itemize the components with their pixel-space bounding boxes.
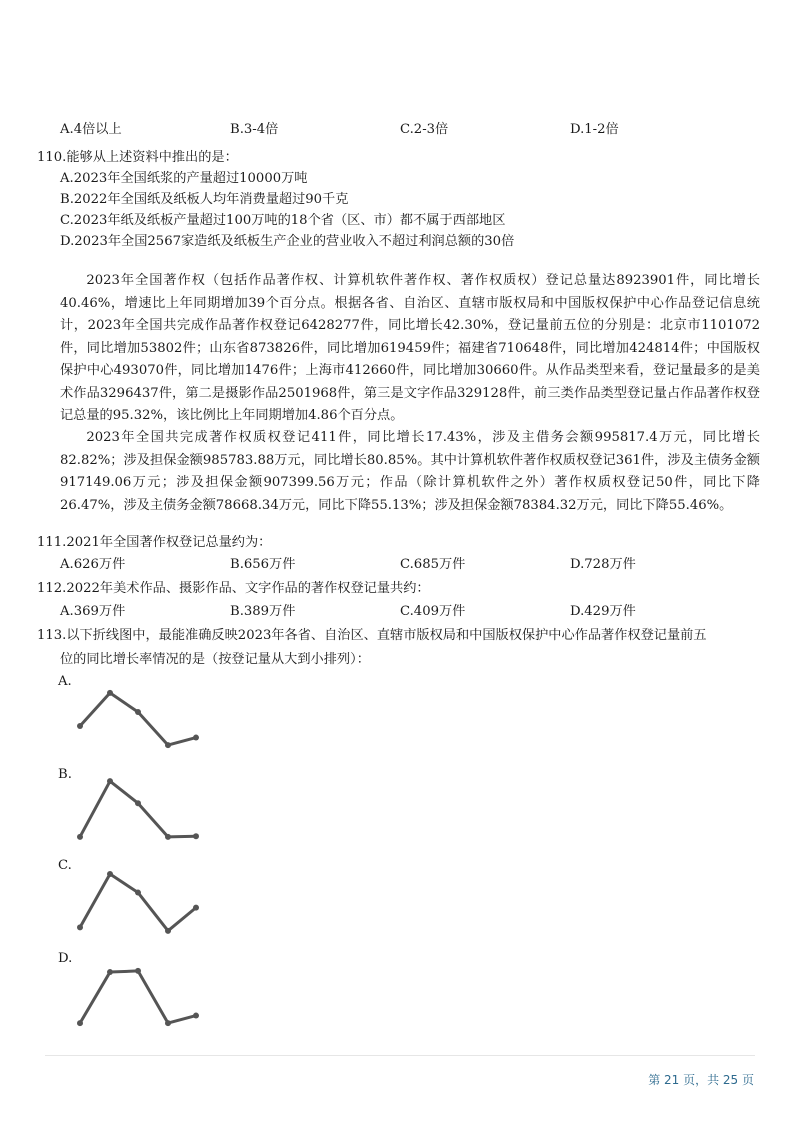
option-a-point-4 bbox=[165, 742, 171, 748]
option-b-point-1 bbox=[77, 834, 83, 840]
q112-option-a[interactable]: A.369万件 bbox=[60, 604, 126, 619]
option-d-point-2 bbox=[107, 969, 113, 975]
q110-stem: 110.能够从上述资料中推出的是： bbox=[37, 150, 238, 165]
passage-paragraph-1: 2023年全国著作权（包括作品著作权、计算机软件著作权、著作权质权）登记总量达8923901件，同比增长40.46%，增速比上年同期增加39个百分点。根据各省、自治区、直辖市版权局和中国版权保护中心作品登记信息统计，2023年全国共完成作品著作权登记6428277件，同比增长42.30%，登记量前五位的分别是：北京市1101072件，同比增加53802件；山东省873826件，同比增加619459件；福建省710648件，同比增加424814件；中国版权保护中心493070件，同比增加1476件；上海市412660件，同比增加30660件。从作品类型来看，登记量最多的是美术作品3296437件，第二是摄影作品2501968件，第三是文字作品329128件，前三类作品类型登记量占作品著作权登记总量的95.32%，该比例比上年同期增加4.86个百分点。 bbox=[60, 273, 760, 423]
q113-option-c-label[interactable]: C. bbox=[58, 858, 72, 873]
option-b-point-4 bbox=[165, 834, 171, 840]
passage-paragraph-2: 2023年全国共完成著作权质权登记411件，同比增长17.43%，涉及主借务会额995817.4万元，同比增长82.82%；涉及担保金额985783.88万元，同比增长80.85%。其中计算机软件著作权质权登记361件，涉及主债务金额917149.06万元；涉及担保金额907399.56万元；作品（除计算机软件之外）著作权质权登记50件，同比下降26.47%，涉及主债务金额78668.34万元，同比下降55.13%；涉及担保金额78384.32万元，同比下降55.46%。 bbox=[60, 430, 760, 513]
option-d-point-3 bbox=[135, 968, 141, 974]
option-a-series-line bbox=[80, 693, 196, 745]
option-c-point-1 bbox=[77, 924, 83, 930]
q112-stem: 112.2022年美术作品、摄影作品、文字作品的著作权登记量共约： bbox=[37, 581, 430, 596]
q113-option-b-label[interactable]: B. bbox=[58, 767, 72, 782]
q111-option-a[interactable]: A.626万件 bbox=[60, 557, 126, 572]
q109-option-d[interactable]: D.1-2倍 bbox=[570, 122, 619, 137]
option-a-point-1 bbox=[77, 723, 83, 729]
q111-stem: 111.2021年全国著作权登记总量约为： bbox=[37, 535, 272, 550]
option-d-series-line bbox=[80, 971, 196, 1023]
q113-option-c-chart[interactable] bbox=[70, 866, 210, 946]
page-number: 第 21 页，共 25 页 bbox=[648, 1073, 754, 1087]
q112-option-d[interactable]: D.429万件 bbox=[570, 604, 636, 619]
q112-option-c[interactable]: C.409万件 bbox=[400, 604, 466, 619]
q113-option-a-label[interactable]: A. bbox=[58, 674, 72, 689]
q110-option-a[interactable]: A.2023年全国纸浆的产量超过10000万吨 bbox=[60, 171, 308, 186]
footer-divider bbox=[45, 1055, 755, 1056]
q109-option-c[interactable]: C.2-3倍 bbox=[400, 122, 449, 137]
q110-option-d[interactable]: D.2023年全国2567家造纸及纸板生产企业的营业收入不超过利润总额的30倍 bbox=[60, 234, 515, 249]
q110-option-b[interactable]: B.2022年全国纸及纸板人均年消费量超过90千克 bbox=[60, 192, 349, 207]
option-c-series-line bbox=[80, 874, 196, 931]
q113-option-d-chart[interactable] bbox=[70, 960, 210, 1040]
option-c-point-2 bbox=[107, 871, 113, 877]
option-a-point-3 bbox=[135, 709, 141, 715]
q111-option-c[interactable]: C.685万件 bbox=[400, 557, 466, 572]
option-c-point-5 bbox=[193, 905, 199, 911]
q111-option-b[interactable]: B.656万件 bbox=[230, 557, 296, 572]
q109-option-a[interactable]: A.4倍以上 bbox=[60, 122, 122, 137]
q113-option-b-chart[interactable] bbox=[70, 772, 210, 852]
q113-option-a-chart[interactable] bbox=[70, 682, 210, 762]
option-c-point-3 bbox=[135, 890, 141, 896]
option-a-point-2 bbox=[107, 690, 113, 696]
q109-option-b[interactable]: B.3-4倍 bbox=[230, 122, 279, 137]
option-b-point-2 bbox=[107, 778, 113, 784]
q110-option-c[interactable]: C.2023年纸及纸板产量超过100万吨的18个省（区、市）都不属于西部地区 bbox=[60, 213, 506, 228]
option-d-point-4 bbox=[165, 1020, 171, 1026]
q113-stem-line-2: 位的同比增长率情况的是（按登记量从大到小排列）： bbox=[60, 652, 370, 667]
q111-option-d[interactable]: D.728万件 bbox=[570, 557, 636, 572]
option-d-point-5 bbox=[193, 1013, 199, 1019]
option-a-point-5 bbox=[193, 735, 199, 741]
option-b-point-3 bbox=[135, 800, 141, 806]
q112-option-b[interactable]: B.389万件 bbox=[230, 604, 296, 619]
q113-option-d-label[interactable]: D. bbox=[58, 951, 73, 966]
option-b-series-line bbox=[80, 781, 196, 837]
q113-stem-line-1: 113.以下折线图中，最能准确反映2023年各省、自治区、直辖市版权局和中国版权保护中心作品著作权登记量前五 bbox=[37, 628, 707, 643]
option-d-point-1 bbox=[77, 1020, 83, 1026]
option-c-point-4 bbox=[165, 928, 171, 934]
option-b-point-5 bbox=[193, 833, 199, 839]
